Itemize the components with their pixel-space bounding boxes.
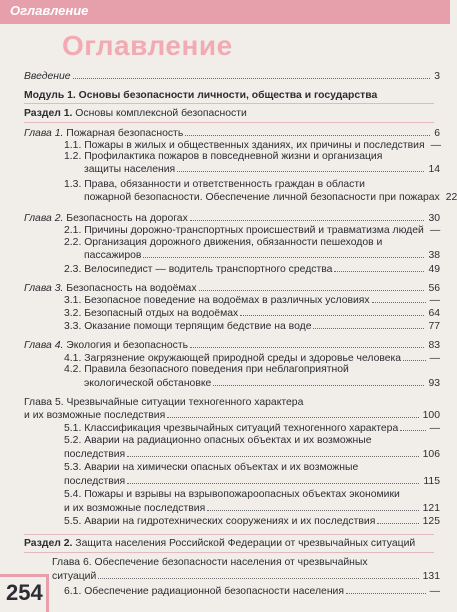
toc-page-number: 115 <box>423 476 440 487</box>
toc-entry-5-3-line1[interactable]: 5.3. Аварии на химически опасных объектах и их возможные <box>64 462 359 473</box>
section-title: Основы комплексной безопасности <box>75 108 247 119</box>
toc-page-number: 83 <box>428 340 440 351</box>
toc-entry-5-3[interactable] <box>64 475 440 488</box>
toc-chapter-5-line1[interactable] <box>24 397 303 409</box>
toc-page-number: 100 <box>422 410 440 421</box>
toc-chapter-4[interactable] <box>24 339 440 352</box>
leader-dots <box>177 163 424 172</box>
divider <box>24 103 434 104</box>
toc-page-number: 56 <box>428 283 440 294</box>
toc-page-number: — <box>429 423 440 434</box>
section-label: Раздел 2. <box>24 538 73 549</box>
chapter-title: Безопасность на водоёмах <box>66 283 197 294</box>
toc-entry-3-3[interactable] <box>64 320 440 333</box>
toc-page-number: 106 <box>422 449 440 460</box>
toc-entry-title: и их возможные последствия <box>64 503 206 514</box>
leader-dots <box>346 585 426 594</box>
toc-entry-4-2[interactable] <box>84 377 440 390</box>
toc-entry-1-3[interactable] <box>84 191 457 204</box>
leader-dots <box>185 127 430 136</box>
chapter-label: Глава 1. <box>24 128 64 139</box>
toc-page-number: 14 <box>428 164 440 175</box>
toc-page-number: 30 <box>428 213 440 224</box>
toc-page-number: — <box>429 586 440 597</box>
divider <box>24 122 434 123</box>
toc-entry-title: пассажиров <box>84 250 142 261</box>
toc-entry-title: 3.1. Безопасное поведение на водоёмах в различных условиях <box>64 295 370 306</box>
toc-page-number: 3 <box>434 71 440 82</box>
toc-entry-title: 4.1. Загрязнение окружающей природной среды и здоровье человека <box>64 353 402 364</box>
toc-entry-2-2[interactable] <box>84 249 440 262</box>
chapter-title: Обеспечение безопасности населения от чрезвычайных <box>94 557 368 568</box>
toc-entry-5-4-line1[interactable]: 5.4. Пожары и взрывы на взрывопожароопасных объектах экономики <box>64 489 400 500</box>
toc-page-number: 22 <box>445 192 457 203</box>
leader-dots <box>98 570 418 579</box>
toc-entry-3-1[interactable] <box>64 294 440 307</box>
chapter-label: Глава 3. <box>24 283 64 294</box>
leader-dots <box>207 502 418 511</box>
toc-chapter-5[interactable] <box>24 409 440 422</box>
toc-entry-title: защиты населения <box>84 164 176 175</box>
section-title: Защита населения Российской Федерации от чрезвычайных ситуаций <box>75 538 416 549</box>
toc-page-number: 121 <box>422 503 440 514</box>
toc-page-number: 64 <box>428 308 440 319</box>
leader-dots <box>372 294 426 303</box>
toc-entry-title: последствия <box>64 476 126 487</box>
toc-entry-2-1[interactable] <box>64 224 440 237</box>
toc-entry-title: пожарной безопасности. Обеспечение личной безопасности при пожарах <box>84 192 440 203</box>
chapter-label: Глава 6. <box>52 557 92 568</box>
toc-entry-title: ситуаций <box>52 571 97 582</box>
leader-dots <box>213 377 424 386</box>
toc-entry-title: 2.1. Причины дорожно-транспортных происшествий и травматизма людей <box>64 225 424 236</box>
toc-entry-title: 6.1. Обеспечение радиационной безопасности населения <box>64 586 344 597</box>
leader-dots <box>190 339 424 348</box>
toc-page-number: 38 <box>428 250 440 261</box>
toc-page-number: — <box>429 295 440 306</box>
toc-entry-title: 5.5. Аварии на гидротехнических сооружениях и их последствия <box>64 516 376 527</box>
leader-dots <box>143 249 424 258</box>
toc-page-number: — <box>429 225 441 236</box>
leader-dots <box>127 448 418 457</box>
toc-entry-3-2[interactable] <box>64 307 440 320</box>
toc-chapter-6-line1[interactable] <box>52 557 368 569</box>
toc-page-number: — <box>430 140 441 151</box>
toc-entry-5-4[interactable] <box>64 502 440 515</box>
leader-dots <box>403 352 426 361</box>
leader-dots <box>190 212 425 221</box>
toc-entry-1-2[interactable] <box>84 163 440 176</box>
chapter-title: Экология и безопасность <box>66 340 189 351</box>
toc-entry-title: последствия <box>64 449 126 460</box>
divider <box>24 552 434 553</box>
chapter-label: Глава 2. <box>24 213 64 224</box>
leader-dots <box>167 409 418 418</box>
chapter-label: Глава 5. <box>24 397 64 408</box>
toc-entry-5-2-line1[interactable]: 5.2. Аварии на радиационно опасных объектах и их возможные <box>64 435 372 446</box>
section-heading-2 <box>24 538 415 550</box>
toc-entry-2-2-line1[interactable]: 2.2. Организация дорожного движения, обязанности пешеходов и <box>64 237 383 248</box>
toc-entry-title: экологической обстановке <box>84 378 212 389</box>
leader-dots <box>334 263 424 272</box>
toc-page-number: 131 <box>422 571 440 582</box>
running-header-title: Оглавление <box>10 3 89 18</box>
toc-entry-1-3-line1[interactable]: 1.3. Права, обязанности и ответственность граждан в области <box>64 179 365 190</box>
leader-dots <box>127 475 419 484</box>
toc-page-number: 125 <box>422 516 440 527</box>
toc-entry-intro[interactable] <box>24 70 440 83</box>
toc-page-number: 77 <box>428 321 440 332</box>
toc-page-number: 49 <box>428 264 440 275</box>
leader-dots <box>377 515 418 524</box>
toc-entry-title: Введение <box>24 71 71 82</box>
toc-entry-title: и их возможные последствия <box>24 410 166 421</box>
leader-dots <box>199 282 425 291</box>
toc-page-number: 93 <box>428 378 440 389</box>
toc-page-number: 6 <box>434 128 440 139</box>
toc-entry-5-1[interactable] <box>64 422 440 435</box>
chapter-title: Безопасность на дорогах <box>66 213 188 224</box>
leader-dots <box>313 320 424 329</box>
toc-entry-6-1[interactable] <box>64 585 440 598</box>
module-heading: Модуль 1. Основы безопасности личности, общества и государства <box>24 90 378 101</box>
toc-entry-2-3[interactable] <box>64 263 440 276</box>
toc-entry-5-2[interactable] <box>64 448 440 461</box>
chapter-title: Чрезвычайные ситуации техногенного характера <box>66 397 304 408</box>
toc-entry-5-5[interactable] <box>64 515 440 528</box>
leader-dots <box>240 307 424 316</box>
leader-dots <box>400 422 425 431</box>
toc-entry-title: 5.1. Классификация чрезвычайных ситуаций техногенного характера <box>64 423 399 434</box>
toc-entry-title: 2.3. Велосипедист — водитель транспортного средства <box>64 264 333 275</box>
toc-entry-title: 3.2. Безопасный отдых на водоёмах <box>64 308 239 319</box>
toc-entry-title: 1.1. Пожары в жилых и общественных зданиях, их причины и последствия <box>64 140 425 151</box>
toc-entry-1-2-line1[interactable]: 1.2. Профилактика пожаров в повседневной жизни и организация <box>64 151 383 162</box>
page-title: Оглавление <box>62 30 233 61</box>
chapter-label: Глава 4. <box>24 340 64 351</box>
toc-chapter-6[interactable] <box>52 570 440 583</box>
page-number: 254 <box>6 580 43 605</box>
divider <box>24 534 434 535</box>
section-label: Раздел 1. <box>24 108 73 119</box>
toc-entry-title: 3.3. Оказание помощи терпящим бедствие на воде <box>64 321 312 332</box>
chapter-title: Пожарная безопасность <box>66 128 184 139</box>
section-heading-1 <box>24 108 247 120</box>
toc-page-number: — <box>429 353 440 364</box>
leader-dots <box>73 70 431 79</box>
toc-entry-4-2-line1[interactable]: 4.2. Правила безопасного поведения при неблагоприятной <box>64 364 349 375</box>
